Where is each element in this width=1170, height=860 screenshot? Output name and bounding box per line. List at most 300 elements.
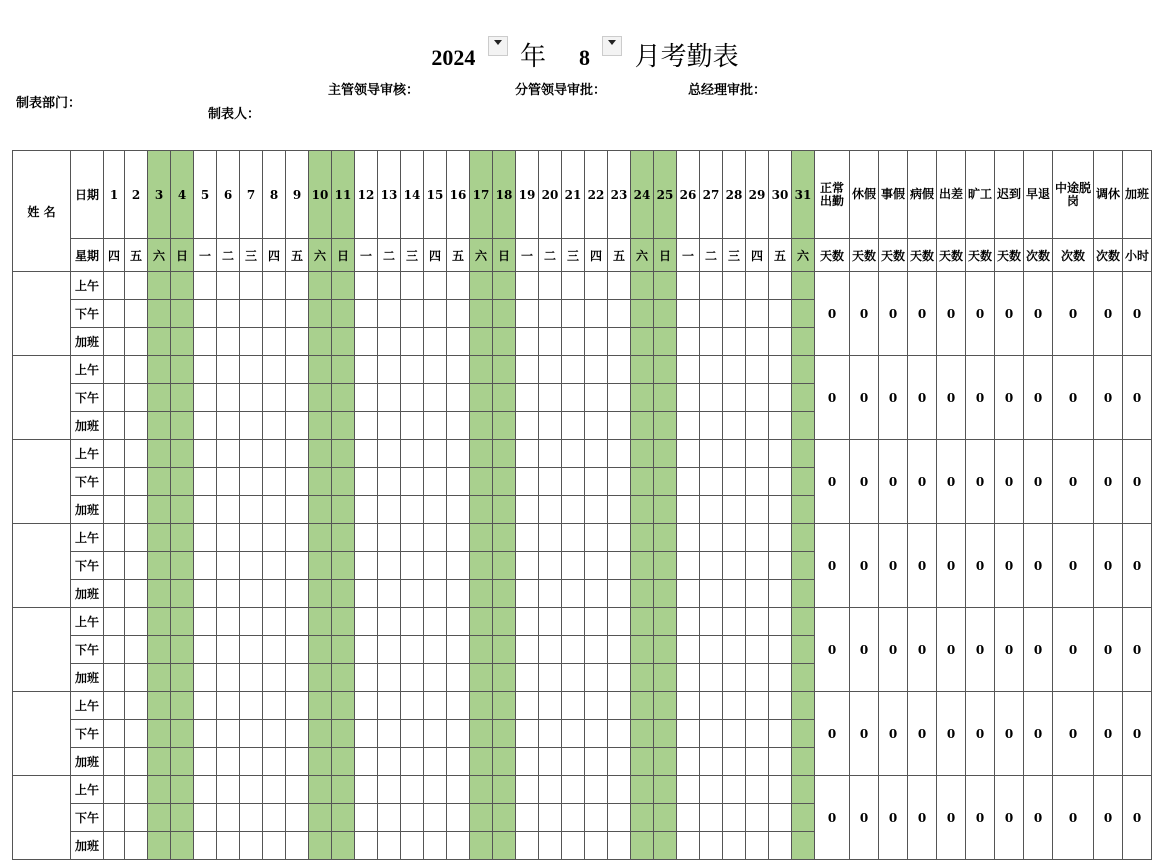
attendance-cell[interactable] [723, 272, 746, 300]
attendance-cell[interactable] [769, 720, 792, 748]
attendance-cell[interactable] [240, 720, 263, 748]
attendance-cell[interactable] [447, 412, 470, 440]
attendance-cell[interactable] [424, 692, 447, 720]
attendance-cell[interactable] [746, 776, 769, 804]
attendance-cell[interactable] [378, 608, 401, 636]
attendance-cell[interactable] [424, 496, 447, 524]
attendance-cell[interactable] [539, 468, 562, 496]
attendance-cell[interactable] [309, 356, 332, 384]
attendance-cell[interactable] [654, 468, 677, 496]
employee-name[interactable] [13, 776, 71, 860]
attendance-cell[interactable] [401, 328, 424, 356]
attendance-cell[interactable] [378, 468, 401, 496]
attendance-cell[interactable] [608, 692, 631, 720]
attendance-cell[interactable] [171, 608, 194, 636]
attendance-cell[interactable] [700, 776, 723, 804]
attendance-cell[interactable] [562, 328, 585, 356]
attendance-cell[interactable] [539, 692, 562, 720]
attendance-cell[interactable] [470, 608, 493, 636]
attendance-cell[interactable] [125, 384, 148, 412]
attendance-cell[interactable] [746, 468, 769, 496]
attendance-cell[interactable] [516, 412, 539, 440]
attendance-cell[interactable] [148, 636, 171, 664]
attendance-cell[interactable] [194, 664, 217, 692]
attendance-cell[interactable] [470, 496, 493, 524]
attendance-cell[interactable] [746, 608, 769, 636]
attendance-cell[interactable] [332, 720, 355, 748]
attendance-cell[interactable] [217, 804, 240, 832]
attendance-cell[interactable] [148, 608, 171, 636]
attendance-cell[interactable] [217, 412, 240, 440]
attendance-cell[interactable] [217, 468, 240, 496]
attendance-cell[interactable] [769, 804, 792, 832]
attendance-cell[interactable] [286, 636, 309, 664]
attendance-cell[interactable] [700, 300, 723, 328]
attendance-cell[interactable] [493, 636, 516, 664]
attendance-cell[interactable] [355, 748, 378, 776]
attendance-cell[interactable] [309, 468, 332, 496]
attendance-cell[interactable] [608, 636, 631, 664]
attendance-cell[interactable] [263, 580, 286, 608]
attendance-cell[interactable] [309, 664, 332, 692]
attendance-cell[interactable] [516, 580, 539, 608]
attendance-cell[interactable] [355, 832, 378, 860]
attendance-cell[interactable] [769, 300, 792, 328]
attendance-cell[interactable] [631, 720, 654, 748]
attendance-cell[interactable] [104, 552, 125, 580]
attendance-cell[interactable] [700, 328, 723, 356]
attendance-cell[interactable] [470, 692, 493, 720]
attendance-cell[interactable] [585, 720, 608, 748]
attendance-cell[interactable] [792, 496, 815, 524]
attendance-cell[interactable] [194, 720, 217, 748]
attendance-cell[interactable] [470, 440, 493, 468]
attendance-cell[interactable] [401, 412, 424, 440]
attendance-cell[interactable] [723, 832, 746, 860]
attendance-cell[interactable] [769, 748, 792, 776]
attendance-cell[interactable] [539, 804, 562, 832]
attendance-cell[interactable] [700, 524, 723, 552]
attendance-cell[interactable] [217, 496, 240, 524]
attendance-cell[interactable] [355, 664, 378, 692]
attendance-cell[interactable] [700, 748, 723, 776]
attendance-cell[interactable] [171, 440, 194, 468]
attendance-cell[interactable] [309, 328, 332, 356]
attendance-cell[interactable] [424, 272, 447, 300]
attendance-cell[interactable] [171, 468, 194, 496]
attendance-cell[interactable] [217, 384, 240, 412]
attendance-cell[interactable] [286, 664, 309, 692]
attendance-cell[interactable] [792, 692, 815, 720]
attendance-cell[interactable] [700, 692, 723, 720]
attendance-cell[interactable] [125, 804, 148, 832]
attendance-cell[interactable] [148, 356, 171, 384]
attendance-cell[interactable] [516, 468, 539, 496]
attendance-cell[interactable] [516, 384, 539, 412]
attendance-cell[interactable] [493, 692, 516, 720]
attendance-cell[interactable] [378, 664, 401, 692]
attendance-cell[interactable] [470, 720, 493, 748]
attendance-cell[interactable] [240, 664, 263, 692]
attendance-cell[interactable] [148, 272, 171, 300]
attendance-cell[interactable] [401, 664, 424, 692]
attendance-cell[interactable] [677, 832, 700, 860]
attendance-cell[interactable] [355, 636, 378, 664]
attendance-cell[interactable] [125, 832, 148, 860]
attendance-cell[interactable] [332, 300, 355, 328]
attendance-cell[interactable] [104, 272, 125, 300]
attendance-cell[interactable] [654, 692, 677, 720]
attendance-cell[interactable] [424, 440, 447, 468]
attendance-cell[interactable] [631, 496, 654, 524]
attendance-cell[interactable] [401, 804, 424, 832]
attendance-cell[interactable] [171, 832, 194, 860]
attendance-cell[interactable] [470, 468, 493, 496]
attendance-cell[interactable] [286, 608, 309, 636]
attendance-cell[interactable] [470, 384, 493, 412]
attendance-cell[interactable] [516, 552, 539, 580]
attendance-cell[interactable] [104, 328, 125, 356]
attendance-cell[interactable] [447, 748, 470, 776]
attendance-cell[interactable] [746, 496, 769, 524]
attendance-cell[interactable] [104, 384, 125, 412]
attendance-cell[interactable] [332, 832, 355, 860]
attendance-cell[interactable] [539, 412, 562, 440]
attendance-cell[interactable] [562, 832, 585, 860]
employee-name[interactable] [13, 524, 71, 608]
attendance-cell[interactable] [723, 300, 746, 328]
attendance-cell[interactable] [539, 720, 562, 748]
attendance-cell[interactable] [240, 272, 263, 300]
attendance-cell[interactable] [401, 552, 424, 580]
attendance-cell[interactable] [470, 356, 493, 384]
attendance-cell[interactable] [332, 384, 355, 412]
attendance-cell[interactable] [355, 776, 378, 804]
attendance-cell[interactable] [769, 580, 792, 608]
attendance-cell[interactable] [746, 580, 769, 608]
attendance-cell[interactable] [654, 720, 677, 748]
attendance-cell[interactable] [677, 804, 700, 832]
attendance-cell[interactable] [194, 496, 217, 524]
attendance-cell[interactable] [401, 356, 424, 384]
attendance-cell[interactable] [332, 748, 355, 776]
attendance-cell[interactable] [424, 356, 447, 384]
attendance-cell[interactable] [125, 636, 148, 664]
attendance-cell[interactable] [700, 552, 723, 580]
attendance-cell[interactable] [309, 608, 332, 636]
attendance-cell[interactable] [769, 440, 792, 468]
attendance-cell[interactable] [424, 664, 447, 692]
attendance-cell[interactable] [104, 720, 125, 748]
attendance-cell[interactable] [654, 664, 677, 692]
attendance-cell[interactable] [608, 580, 631, 608]
attendance-cell[interactable] [401, 692, 424, 720]
attendance-cell[interactable] [194, 356, 217, 384]
attendance-cell[interactable] [516, 524, 539, 552]
attendance-cell[interactable] [539, 328, 562, 356]
attendance-cell[interactable] [424, 300, 447, 328]
attendance-cell[interactable] [217, 636, 240, 664]
attendance-cell[interactable] [608, 608, 631, 636]
attendance-cell[interactable] [792, 524, 815, 552]
attendance-cell[interactable] [309, 692, 332, 720]
attendance-cell[interactable] [194, 692, 217, 720]
attendance-cell[interactable] [148, 748, 171, 776]
attendance-cell[interactable] [171, 692, 194, 720]
attendance-cell[interactable] [378, 272, 401, 300]
attendance-cell[interactable] [424, 468, 447, 496]
attendance-cell[interactable] [286, 356, 309, 384]
attendance-cell[interactable] [516, 300, 539, 328]
attendance-cell[interactable] [378, 720, 401, 748]
attendance-cell[interactable] [631, 468, 654, 496]
attendance-cell[interactable] [631, 608, 654, 636]
attendance-cell[interactable] [792, 468, 815, 496]
attendance-cell[interactable] [355, 608, 378, 636]
attendance-cell[interactable] [631, 664, 654, 692]
attendance-cell[interactable] [263, 608, 286, 636]
attendance-cell[interactable] [700, 412, 723, 440]
attendance-cell[interactable] [631, 440, 654, 468]
attendance-cell[interactable] [516, 748, 539, 776]
attendance-cell[interactable] [631, 412, 654, 440]
attendance-cell[interactable] [148, 524, 171, 552]
attendance-cell[interactable] [746, 664, 769, 692]
attendance-cell[interactable] [217, 832, 240, 860]
attendance-cell[interactable] [194, 272, 217, 300]
attendance-cell[interactable] [240, 636, 263, 664]
attendance-cell[interactable] [217, 720, 240, 748]
attendance-cell[interactable] [355, 524, 378, 552]
attendance-cell[interactable] [355, 440, 378, 468]
attendance-cell[interactable] [516, 776, 539, 804]
attendance-cell[interactable] [171, 776, 194, 804]
attendance-cell[interactable] [562, 748, 585, 776]
attendance-cell[interactable] [171, 412, 194, 440]
attendance-cell[interactable] [286, 328, 309, 356]
attendance-cell[interactable] [194, 804, 217, 832]
attendance-cell[interactable] [148, 692, 171, 720]
attendance-cell[interactable] [539, 496, 562, 524]
attendance-cell[interactable] [240, 608, 263, 636]
attendance-cell[interactable] [148, 832, 171, 860]
attendance-cell[interactable] [562, 440, 585, 468]
attendance-cell[interactable] [631, 552, 654, 580]
attendance-cell[interactable] [769, 636, 792, 664]
attendance-cell[interactable] [401, 776, 424, 804]
attendance-cell[interactable] [585, 300, 608, 328]
attendance-cell[interactable] [654, 440, 677, 468]
attendance-cell[interactable] [792, 580, 815, 608]
attendance-cell[interactable] [585, 748, 608, 776]
attendance-cell[interactable] [194, 580, 217, 608]
attendance-cell[interactable] [608, 356, 631, 384]
attendance-cell[interactable] [286, 468, 309, 496]
attendance-cell[interactable] [493, 804, 516, 832]
attendance-cell[interactable] [631, 748, 654, 776]
attendance-cell[interactable] [332, 608, 355, 636]
attendance-cell[interactable] [125, 412, 148, 440]
attendance-cell[interactable] [263, 720, 286, 748]
attendance-cell[interactable] [792, 832, 815, 860]
attendance-cell[interactable] [424, 608, 447, 636]
attendance-cell[interactable] [125, 692, 148, 720]
attendance-cell[interactable] [631, 272, 654, 300]
attendance-cell[interactable] [746, 328, 769, 356]
attendance-cell[interactable] [148, 552, 171, 580]
attendance-cell[interactable] [171, 636, 194, 664]
attendance-cell[interactable] [263, 776, 286, 804]
attendance-cell[interactable] [723, 776, 746, 804]
attendance-cell[interactable] [677, 664, 700, 692]
attendance-cell[interactable] [240, 832, 263, 860]
attendance-cell[interactable] [263, 748, 286, 776]
attendance-cell[interactable] [424, 384, 447, 412]
attendance-cell[interactable] [539, 384, 562, 412]
attendance-cell[interactable] [470, 412, 493, 440]
attendance-cell[interactable] [654, 496, 677, 524]
attendance-cell[interactable] [378, 580, 401, 608]
attendance-cell[interactable] [309, 300, 332, 328]
attendance-cell[interactable] [608, 524, 631, 552]
attendance-cell[interactable] [700, 664, 723, 692]
attendance-cell[interactable] [355, 720, 378, 748]
attendance-cell[interactable] [608, 440, 631, 468]
attendance-cell[interactable] [447, 524, 470, 552]
attendance-cell[interactable] [217, 776, 240, 804]
attendance-cell[interactable] [447, 356, 470, 384]
attendance-cell[interactable] [631, 328, 654, 356]
attendance-cell[interactable] [516, 636, 539, 664]
attendance-cell[interactable] [700, 440, 723, 468]
attendance-cell[interactable] [401, 832, 424, 860]
attendance-cell[interactable] [240, 692, 263, 720]
attendance-cell[interactable] [654, 804, 677, 832]
attendance-cell[interactable] [125, 748, 148, 776]
attendance-cell[interactable] [240, 524, 263, 552]
attendance-cell[interactable] [723, 552, 746, 580]
attendance-cell[interactable] [493, 580, 516, 608]
attendance-cell[interactable] [585, 356, 608, 384]
attendance-cell[interactable] [516, 272, 539, 300]
attendance-cell[interactable] [125, 328, 148, 356]
attendance-cell[interactable] [125, 552, 148, 580]
attendance-cell[interactable] [148, 664, 171, 692]
attendance-cell[interactable] [516, 692, 539, 720]
attendance-cell[interactable] [723, 384, 746, 412]
attendance-cell[interactable] [378, 776, 401, 804]
attendance-cell[interactable] [493, 496, 516, 524]
attendance-cell[interactable] [746, 552, 769, 580]
attendance-cell[interactable] [470, 552, 493, 580]
attendance-cell[interactable] [654, 552, 677, 580]
attendance-cell[interactable] [746, 748, 769, 776]
attendance-cell[interactable] [723, 608, 746, 636]
attendance-cell[interactable] [539, 580, 562, 608]
attendance-cell[interactable] [240, 440, 263, 468]
attendance-cell[interactable] [746, 356, 769, 384]
attendance-cell[interactable] [608, 496, 631, 524]
attendance-cell[interactable] [355, 384, 378, 412]
attendance-cell[interactable] [171, 496, 194, 524]
attendance-cell[interactable] [677, 328, 700, 356]
attendance-cell[interactable] [309, 776, 332, 804]
attendance-cell[interactable] [240, 356, 263, 384]
attendance-cell[interactable] [769, 776, 792, 804]
attendance-cell[interactable] [723, 580, 746, 608]
attendance-cell[interactable] [263, 412, 286, 440]
attendance-cell[interactable] [355, 580, 378, 608]
attendance-cell[interactable] [746, 720, 769, 748]
attendance-cell[interactable] [240, 468, 263, 496]
attendance-cell[interactable] [539, 300, 562, 328]
attendance-cell[interactable] [608, 412, 631, 440]
attendance-cell[interactable] [125, 608, 148, 636]
attendance-cell[interactable] [217, 580, 240, 608]
attendance-cell[interactable] [493, 524, 516, 552]
attendance-cell[interactable] [263, 468, 286, 496]
attendance-cell[interactable] [608, 664, 631, 692]
attendance-cell[interactable] [378, 552, 401, 580]
attendance-cell[interactable] [217, 664, 240, 692]
attendance-cell[interactable] [493, 384, 516, 412]
attendance-cell[interactable] [194, 300, 217, 328]
attendance-cell[interactable] [286, 524, 309, 552]
attendance-cell[interactable] [677, 608, 700, 636]
attendance-cell[interactable] [104, 692, 125, 720]
attendance-cell[interactable] [286, 412, 309, 440]
attendance-cell[interactable] [585, 384, 608, 412]
attendance-cell[interactable] [401, 748, 424, 776]
attendance-cell[interactable] [332, 468, 355, 496]
attendance-cell[interactable] [562, 356, 585, 384]
attendance-cell[interactable] [493, 440, 516, 468]
attendance-cell[interactable] [401, 720, 424, 748]
attendance-cell[interactable] [677, 496, 700, 524]
attendance-cell[interactable] [355, 468, 378, 496]
attendance-cell[interactable] [332, 804, 355, 832]
attendance-cell[interactable] [401, 636, 424, 664]
attendance-cell[interactable] [746, 524, 769, 552]
attendance-cell[interactable] [677, 440, 700, 468]
attendance-cell[interactable] [217, 356, 240, 384]
attendance-cell[interactable] [631, 832, 654, 860]
employee-name[interactable] [13, 356, 71, 440]
attendance-cell[interactable] [332, 440, 355, 468]
month-dropdown-icon[interactable] [602, 36, 622, 56]
attendance-cell[interactable] [401, 300, 424, 328]
attendance-cell[interactable] [125, 776, 148, 804]
attendance-cell[interactable] [769, 496, 792, 524]
attendance-cell[interactable] [194, 748, 217, 776]
attendance-cell[interactable] [608, 748, 631, 776]
attendance-cell[interactable] [700, 384, 723, 412]
attendance-cell[interactable] [447, 580, 470, 608]
attendance-cell[interactable] [332, 776, 355, 804]
attendance-cell[interactable] [240, 552, 263, 580]
attendance-cell[interactable] [194, 328, 217, 356]
attendance-cell[interactable] [355, 300, 378, 328]
attendance-cell[interactable] [263, 384, 286, 412]
attendance-cell[interactable] [493, 272, 516, 300]
attendance-cell[interactable] [104, 804, 125, 832]
attendance-cell[interactable] [677, 300, 700, 328]
attendance-cell[interactable] [309, 748, 332, 776]
attendance-cell[interactable] [240, 804, 263, 832]
attendance-cell[interactable] [654, 776, 677, 804]
attendance-cell[interactable] [309, 272, 332, 300]
attendance-cell[interactable] [332, 328, 355, 356]
